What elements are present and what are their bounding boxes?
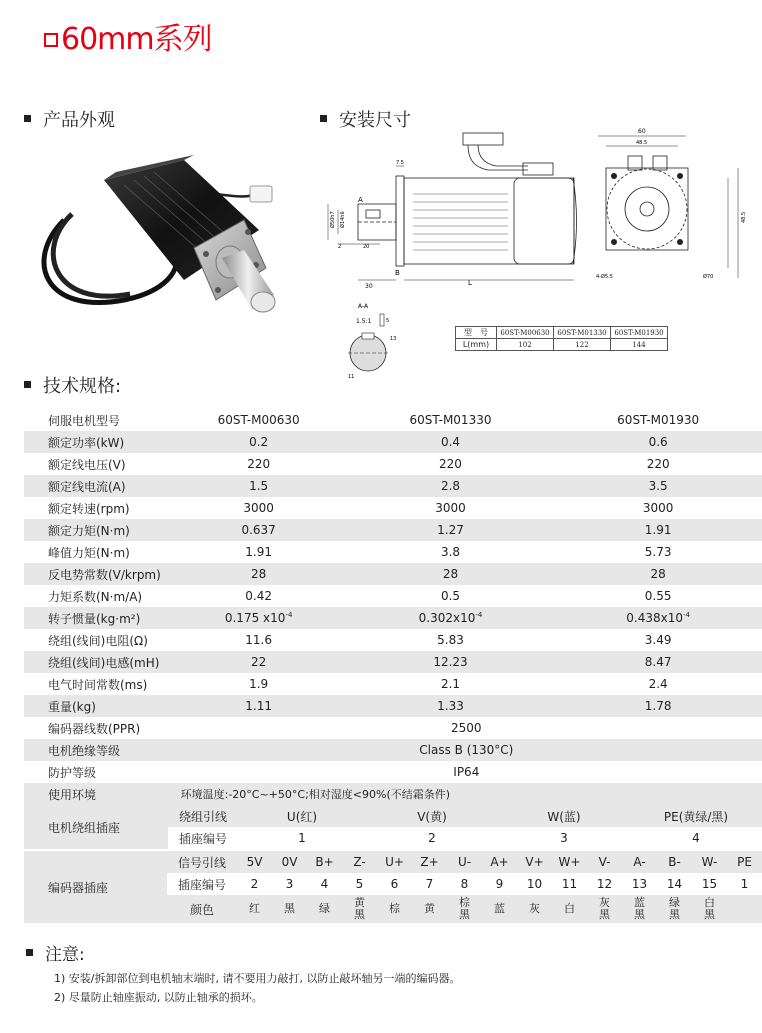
encoder-signal: B+	[315, 855, 334, 869]
encoder-color	[412, 903, 447, 915]
encoder-pin: 10	[526, 877, 543, 891]
spec-value: 0.2	[249, 435, 269, 449]
spec-label: 额定线电压(V)	[48, 457, 126, 472]
inertia-exp: -4	[285, 611, 293, 619]
row-head: 颜色	[189, 902, 214, 917]
spec-value: 2500	[451, 721, 482, 735]
drawing-label-d14: Ø14h6	[340, 211, 346, 228]
spec-label: 编码器线数(PPR)	[48, 721, 141, 736]
spec-value: 3.5	[648, 479, 668, 493]
section-install-label: 安装尺寸	[339, 110, 411, 131]
encoder-color	[237, 903, 272, 915]
spec-value: 220	[646, 457, 670, 471]
section-appearance-label: 产品外观	[43, 110, 115, 131]
drawing-label-bore: 4-Ø5.5	[596, 274, 613, 280]
row-head: 插座编号	[177, 877, 226, 892]
inertia-exp: -4	[683, 611, 691, 619]
spec-value: 1.27	[437, 523, 464, 537]
spec-value: 1.91	[245, 545, 272, 559]
spec-value: 0.5	[440, 589, 461, 603]
spec-value: 0.637	[241, 523, 276, 537]
motor-lead: U(红)	[286, 809, 318, 824]
length-table-model: 60ST-M01330	[554, 327, 611, 339]
spec-label: 伺服电机型号	[48, 413, 121, 428]
encoder-color	[307, 903, 342, 915]
spec-row	[24, 761, 762, 783]
drawing-label-b: B	[395, 269, 400, 277]
encoder-color-char: 黑	[284, 902, 295, 915]
bullet-icon	[24, 381, 31, 388]
encoder-color-char: 棕	[459, 896, 470, 909]
encoder-color-char: 黑	[704, 908, 715, 921]
spec-value: 1.78	[644, 699, 672, 713]
spec-value: 60ST-M01330	[409, 413, 492, 427]
bullet-icon	[26, 949, 33, 956]
encoder-color	[342, 897, 377, 921]
spec-row	[24, 651, 762, 673]
encoder-color	[692, 897, 727, 921]
spec-row	[24, 563, 762, 585]
spec-value: 1.11	[245, 699, 272, 713]
encoder-pin: 4	[320, 877, 329, 891]
encoder-color	[447, 897, 482, 921]
spec-value	[171, 611, 347, 625]
encoder-pin: 1	[740, 877, 749, 891]
drawing-label-75: 7.5	[396, 160, 404, 166]
encoder-socket-label: 编码器插座	[48, 880, 109, 895]
spec-value: 12.23	[433, 655, 468, 669]
spec-label: 额定力矩(N·m)	[48, 523, 130, 538]
spec-value: 60ST-M00630	[217, 413, 300, 427]
encoder-pin: 5	[355, 877, 364, 891]
spec-value: 22	[251, 655, 267, 669]
encoder-signal: 5V	[246, 855, 263, 869]
encoder-signal: A+	[490, 855, 509, 869]
spec-value: 3000	[435, 501, 466, 515]
encoder-pin: 7	[425, 877, 434, 891]
length-table-model: 60ST-M00630	[497, 327, 554, 339]
spec-label: 额定功率(kW)	[48, 435, 125, 450]
encoder-signal: Z+	[420, 855, 439, 869]
drawing-label-sq: 48.5	[741, 211, 747, 223]
drawing-label-scale: 1.5:1	[356, 318, 372, 325]
encoder-color-char: 黑	[669, 908, 680, 921]
spec-value: 3.49	[644, 633, 672, 647]
spec-row	[24, 673, 762, 695]
inertia-value: 0.175	[224, 611, 260, 625]
motor-socket-row-nums	[168, 827, 762, 849]
drawing-label-a: A	[358, 196, 363, 204]
drawing-label-aa: A-A	[358, 303, 369, 310]
inertia-value: 0.438	[626, 611, 661, 625]
encoder-pin: 11	[561, 877, 578, 891]
encoder-pin: 8	[460, 877, 469, 891]
encoder-color	[377, 903, 412, 915]
encoder-color-char: 白	[564, 902, 575, 915]
encoder-color	[587, 897, 622, 921]
drawing-label-5: 5	[386, 318, 390, 324]
notes-title	[26, 940, 460, 965]
spec-value: 8.47	[644, 655, 672, 669]
inertia-unit: x10	[452, 611, 476, 625]
spec-row	[24, 695, 762, 717]
encoder-color-char: 黑	[634, 908, 645, 921]
spec-value: 28	[251, 567, 267, 581]
spec-label: 防护等级	[48, 765, 97, 780]
spec-row	[24, 497, 762, 519]
encoder-color-char: 红	[249, 902, 260, 915]
encoder-color	[517, 903, 552, 915]
spec-row	[24, 453, 762, 475]
spec-value: 60ST-M01930	[617, 413, 700, 427]
length-table-head-model: 型 号	[456, 327, 497, 339]
encoder-pin: 13	[631, 877, 648, 891]
spec-value: 1.9	[249, 677, 269, 691]
encoder-signal: W-	[701, 855, 718, 869]
motor-lead: W(蓝)	[547, 809, 581, 824]
drawing-label-30: 30	[365, 283, 373, 290]
bullet-icon	[320, 115, 327, 122]
spec-value: 0.55	[644, 589, 672, 603]
encoder-signal: V-	[598, 855, 611, 869]
inertia-value: 0.302	[418, 611, 453, 625]
spec-label: 绕组(线间)电阻(Ω)	[48, 633, 148, 648]
note-item: 2) 尽量防止轴座振动, 以防止轴承的损坏。	[54, 991, 263, 1004]
encoder-signal: B-	[668, 855, 681, 869]
spec-value: 2.8	[440, 479, 461, 493]
spec-row	[24, 475, 762, 497]
length-table-value: 144	[611, 339, 668, 351]
encoder-signal: V+	[525, 855, 544, 869]
encoder-color-char: 白	[704, 896, 715, 909]
encoder-color-char: 黄	[424, 902, 435, 915]
square-icon	[44, 33, 58, 47]
spec-label: 电机绝缘等级	[48, 743, 121, 758]
encoder-color-char: 蓝	[634, 896, 645, 909]
encoder-color-char: 灰	[529, 902, 540, 915]
drawing-label-70: Ø70	[703, 274, 714, 280]
spec-row	[24, 409, 762, 431]
drawing-label-11: 11	[348, 374, 355, 380]
encoder-color-char: 绿	[319, 902, 330, 915]
spec-value: 220	[439, 457, 462, 471]
spec-label: 使用环境	[48, 787, 97, 802]
motor-socket-block	[24, 805, 762, 849]
motor-pin: 3	[560, 831, 568, 845]
encoder-color-char: 黄	[354, 896, 365, 909]
encoder-color-char: 黑	[599, 908, 610, 921]
encoder-signal: 0V	[281, 855, 298, 869]
motor-lead: V(黄)	[417, 809, 447, 824]
spec-value: 3000	[243, 501, 274, 515]
encoder-pin: 15	[701, 877, 718, 891]
encoder-color	[657, 897, 692, 921]
drawing-label-60: 60	[638, 128, 646, 135]
motor-socket-label: 电机绕组插座	[48, 820, 121, 835]
spec-value: 2.4	[648, 677, 668, 691]
encoder-signal: A-	[633, 855, 646, 869]
encoder-color-char: 黑	[459, 908, 470, 921]
inertia-exp: -4	[475, 611, 483, 619]
spec-row	[24, 541, 762, 563]
spec-value: 11.6	[245, 633, 272, 647]
encoder-pin: 9	[495, 877, 504, 891]
length-table-value: 122	[554, 339, 611, 351]
encoder-color-char: 蓝	[494, 902, 505, 915]
encoder-color	[482, 903, 517, 915]
motor-socket-grid	[168, 805, 762, 849]
drawing-label-2: 2	[338, 244, 342, 250]
drawing-label-485: 48.5	[636, 140, 648, 146]
spec-value: 5.83	[437, 633, 464, 647]
motor-pin: 4	[692, 831, 700, 845]
spec-value: 1.91	[644, 523, 672, 537]
spec-row-inertia	[24, 607, 762, 629]
spec-value: 1.33	[437, 699, 464, 713]
encoder-row-pins	[167, 873, 762, 895]
spec-value: 0.4	[440, 435, 461, 449]
encoder-signal: Z-	[353, 855, 366, 869]
spec-value: 3000	[642, 501, 674, 515]
encoder-row-colors	[167, 895, 762, 923]
spec-value	[554, 611, 762, 625]
row-head: 插座编号	[178, 831, 227, 846]
encoder-pin: 12	[596, 877, 613, 891]
length-table	[455, 326, 668, 351]
inertia-unit: x10	[263, 611, 286, 625]
notes-title-text: 注意:	[45, 945, 85, 965]
spec-table	[24, 409, 762, 923]
spec-label: 力矩系数(N·m/A)	[48, 589, 143, 604]
encoder-signal: PE	[737, 855, 752, 869]
row-head: 信号引线	[177, 855, 226, 870]
spec-value: 28	[442, 567, 459, 581]
inertia-unit: x10	[660, 611, 684, 625]
encoder-signal: U-	[457, 855, 472, 869]
spec-row	[24, 519, 762, 541]
encoder-color-char: 棕	[389, 902, 400, 915]
spec-value: Class B (130°C)	[419, 743, 514, 757]
encoder-color-char: 黑	[354, 908, 365, 921]
motor-lead: PE(黄绿/黑)	[663, 809, 729, 824]
spec-label: 电气时间常数(ms)	[48, 677, 148, 692]
spec-row	[24, 629, 762, 651]
spec-value	[347, 611, 555, 625]
encoder-row-signals	[167, 851, 762, 873]
drawing-label-l: L	[468, 279, 472, 287]
drawing-label-13: 13	[390, 336, 397, 342]
encoder-color	[272, 903, 307, 915]
drawing-label-d50: Ø50h7	[330, 211, 336, 228]
motor-pin: 2	[428, 831, 436, 845]
encoder-socket-block	[24, 851, 762, 923]
encoder-color	[552, 903, 587, 915]
length-table-head-len: L(mm)	[456, 339, 497, 351]
section-specs	[24, 372, 121, 398]
spec-label: 反电势常数(V/krpm)	[48, 567, 161, 582]
page-title	[44, 14, 212, 58]
encoder-color-char: 灰	[599, 896, 610, 909]
spec-value: IP64	[453, 765, 480, 779]
encoder-pin: 6	[390, 877, 399, 891]
length-table-value: 102	[497, 339, 554, 351]
spec-value: 0.6	[648, 435, 668, 449]
row-head: 绕组引线	[178, 809, 227, 824]
spec-row	[24, 739, 762, 761]
spec-value: 0.42	[245, 589, 272, 603]
length-table-model: 60ST-M01930	[611, 327, 668, 339]
spec-value: 3.8	[440, 545, 461, 559]
spec-label: 峰值力矩(N·m)	[48, 545, 130, 560]
spec-label: 重量(kg)	[48, 699, 96, 714]
spec-value: 28	[650, 567, 666, 581]
note-item: 1) 安装/拆卸部位到电机轴末端时, 请不要用力敲打, 以防止敲坏轴另一端的编码器。	[54, 972, 461, 985]
encoder-color-char: 绿	[669, 896, 680, 909]
encoder-socket-grid	[167, 851, 762, 923]
spec-value: 环境温度:-20°C~+50°C;相对湿度<90%(不结霜条件)	[180, 788, 451, 801]
encoder-signal: W+	[558, 855, 581, 869]
spec-row	[24, 783, 762, 805]
bullet-icon	[24, 115, 31, 122]
spec-value: 1.5	[249, 479, 269, 493]
encoder-signal: U+	[385, 855, 404, 869]
notes-block	[26, 940, 460, 1007]
spec-row	[24, 717, 762, 739]
spec-label: 转子惯量(kg·m²)	[48, 611, 141, 626]
spec-row	[24, 585, 762, 607]
spec-value: 5.73	[644, 545, 672, 559]
drawing-label-20: 20	[363, 244, 370, 250]
section-specs-label: 技术规格:	[43, 376, 122, 397]
spec-label: 绕组(线间)电感(mH)	[48, 655, 160, 670]
spec-label: 额定线电流(A)	[48, 479, 126, 494]
motor-socket-row-leads	[168, 805, 762, 827]
motor-photo	[34, 150, 284, 340]
spec-value: 2.1	[440, 677, 461, 691]
spec-row	[24, 431, 762, 453]
spec-value: 220	[247, 457, 271, 471]
title-text: 60mm系列	[61, 22, 212, 57]
spec-label: 额定转速(rpm)	[48, 501, 130, 516]
encoder-pin: 3	[285, 877, 294, 891]
encoder-color	[622, 897, 657, 921]
encoder-pin: 2	[250, 877, 259, 891]
section-appearance	[24, 106, 115, 132]
motor-pin: 1	[298, 831, 306, 845]
encoder-pin: 14	[666, 877, 683, 891]
